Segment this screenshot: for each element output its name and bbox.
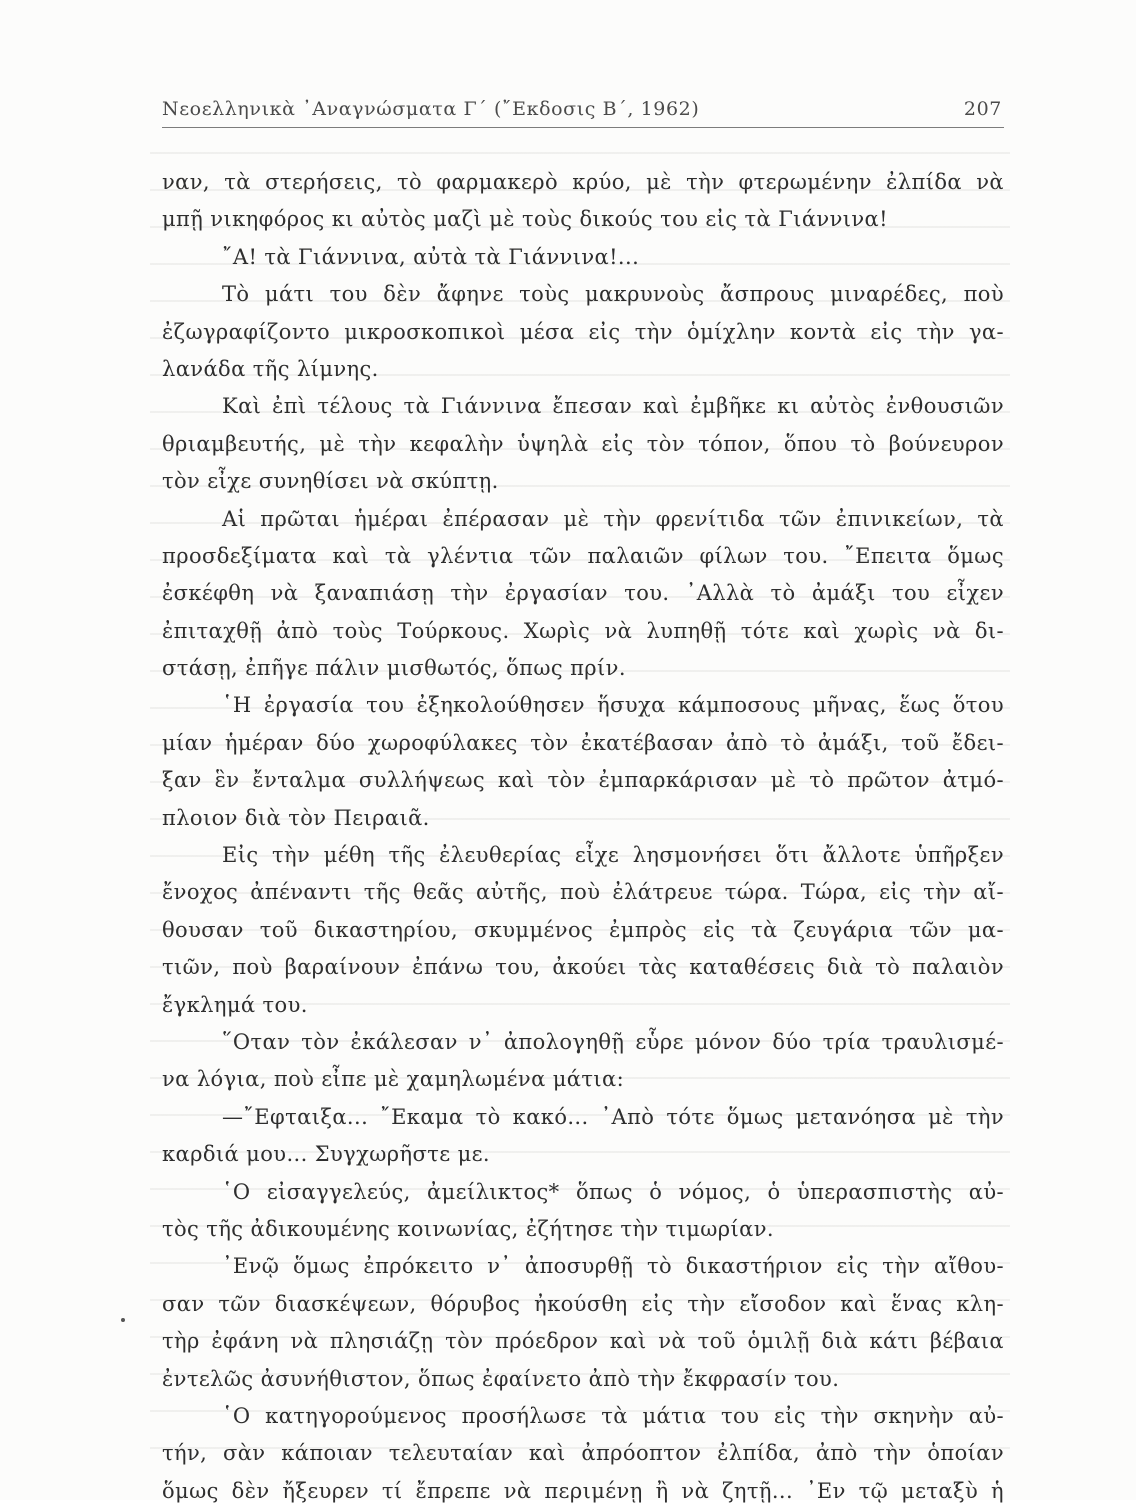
text-line: ἔνοχος ἀπέναντι τῆς θεᾶς αὐτῆς, ποὺ ἐλάτρευε τώρα. Τώρα, εἰς τὴν αἴ- <box>162 880 1004 905</box>
text-line: —῎Εφταιξα... ῎Εκαμα τὸ κακό... ᾿Απὸ τότε ὅμως μετανόησα μὲ τὴν <box>222 1104 1004 1129</box>
text-line: πλοιον διὰ τὸν Πειραιᾶ. <box>162 805 430 830</box>
text-line: ῾Ο εἰσαγγελεύς, ἀμείλικτος* ὅπως ὁ νόμος, ὁ ὑπερασπιστὴς αὐ- <box>222 1179 1004 1204</box>
text-line: ῾Ο κατηγορούμενος προσήλωσε τὰ μάτια του εἰς τὴν σκηνὴν αὐ- <box>222 1403 1004 1428</box>
text-line: Αἱ πρῶται ἡμέραι ἐπέρασαν μὲ τὴν φρενίτιδα τῶν ἐπινικείων, τὰ <box>222 506 1004 531</box>
text-line: Τὸ μάτι του δὲν ἄφηνε τοὺς μακρυνοὺς ἄσπρους μιναρέδες, ποὺ <box>222 282 1004 307</box>
text-line: τὴρ ἐφάνη νὰ πλησιάζῃ τὸν πρόεδρον καὶ νὰ τοῦ ὁμιλῇ διὰ κάτι βέβαια <box>162 1329 1004 1354</box>
text-line: θουσαν τοῦ δικαστηρίου, σκυμμένος ἐμπρὸς εἰς τὰ ζευγάρια τῶν μα- <box>162 917 1004 942</box>
text-line: μίαν ἡμέραν δύο χωροφύλακες τὸν ἐκατέβασαν ἀπὸ τὸ ἀμάξι, τοῦ ἔδει- <box>162 730 1004 755</box>
text-line: τήν, σὰν κάποιαν τελευταίαν καὶ ἀπρόοπτον ἐλπίδα, ἀπὸ τὴν ὁποίαν <box>162 1441 1004 1466</box>
body-text <box>162 164 1004 1510</box>
text-line: ῾Η ἐργασία του ἐξηκολούθησεν ἥσυχα κάμποσους μῆνας, ἕως ὅτου <box>222 693 1004 718</box>
text-line: ναν, τὰ στερήσεις, τὸ φαρμακερὸ κρύο, μὲ τὴν φτερωμένην ἐλπίδα νὰ <box>162 170 1004 194</box>
margin-mark <box>121 1318 125 1322</box>
running-header-title: Νεοελληνικὰ ᾿Αναγνώσματα Γ΄ (῎Εκδοσις Β΄, 1962) <box>162 98 700 120</box>
page-number: 207 <box>963 98 1002 120</box>
text-line: ᾿Ενῷ ὅμως ἐπρόκειτο ν᾿ ἀποσυρθῇ τὸ δικαστήριον εἰς τὴν αἴθου- <box>222 1254 1004 1279</box>
text-line: Καὶ ἐπὶ τέλους τὰ Γιάννινα ἔπεσαν καὶ ἐμβῆκε κι αὐτὸς ἐνθουσιῶν <box>222 394 1004 419</box>
text-line: λανάδα τῆς λίμνης. <box>162 356 379 381</box>
text-line: ἐσκέφθη νὰ ξαναπιάσῃ τὴν ἐργασίαν του. ᾿Αλλὰ τὸ ἀμάξι του εἶχεν <box>162 581 1004 606</box>
text-line: ῞Οταν τὸν ἐκάλεσαν ν᾿ ἀπολογηθῇ εὗρε μόνον δύο τρία τραυλισμέ- <box>222 1029 1004 1054</box>
text-line: ὅμως δὲν ἤξευρεν τί ἔπρεπε νὰ περιμένῃ ἢ νὰ ζητῇ... ᾿Εν τῷ μεταξὺ ἡ <box>162 1478 1004 1503</box>
text-line: καρδιά μου... Συγχωρῆστε με. <box>162 1142 490 1167</box>
text-line: τὸς τῆς ἀδικουμένης κοινωνίας, ἐζήτησε τὴν τιμωρίαν. <box>162 1216 775 1241</box>
text-line: σαν τῶν διασκέψεων, θόρυβος ἠκούσθη εἰς τὴν εἴσοδον καὶ ἕνας κλη- <box>162 1291 1004 1316</box>
text-line: ἔγκλημά του. <box>162 992 308 1017</box>
text-line: ἐντελῶς ἀσυνήθιστον, ὅπως ἐφαίνετο ἀπὸ τὴν ἔκφρασίν του. <box>162 1366 840 1391</box>
running-header <box>162 92 1002 128</box>
text-line: ἐζωγραφίζοντο μικροσκοπικοὶ μέσα εἰς τὴν ὁμίχλην κοντὰ εἰς τὴν γα- <box>162 319 1004 344</box>
text-line: θριαμβευτής, μὲ τὴν κεφαλὴν ὑψηλὰ εἰς τὸν τόπον, ὅπου τὸ βούνευρον <box>162 431 1004 456</box>
text-line: τὸν εἶχε συνηθίσει νὰ σκύπτῃ. <box>162 469 499 494</box>
text-line: ῎Α! τὰ Γιάννινα, αὐτὰ τὰ Γιάννινα!... <box>222 244 640 269</box>
text-line: μπῇ νικηφόρος κι αὐτὸς μαζὶ μὲ τοὺς δικούς του εἰς τὰ Γιάννινα! <box>162 207 888 232</box>
text-line: προσδεξίματα καὶ τὰ γλέντια τῶν παλαιῶν φίλων του. ῎Επειτα ὅμως <box>162 543 1004 568</box>
text-line: ξαν ἓν ἔνταλμα συλλήψεως καὶ τὸν ἐμπαρκάρισαν μὲ τὸ πρῶτον ἀτμό- <box>162 768 1004 793</box>
text-line: Εἰς τὴν μέθη τῆς ἐλευθερίας εἶχε λησμονήσει ὅτι ἄλλοτε ὑπῆρξεν <box>222 843 1004 868</box>
text-line: στάσῃ, ἐπῆγε πάλιν μισθωτός, ὅπως πρίν. <box>162 656 626 681</box>
header-rule <box>162 127 1004 128</box>
text-line: να λόγια, ποὺ εἶπε μὲ χαμηλωμένα μάτια: <box>162 1067 625 1092</box>
text-line: ἐπιταχθῇ ἀπὸ τοὺς Τούρκους. Χωρὶς νὰ λυπηθῇ τότε καὶ χωρὶς νὰ δι- <box>162 618 1004 643</box>
text-line: τιῶν, ποὺ βαραίνουν ἐπάνω του, ἀκούει τὰς καταθέσεις διὰ τὸ παλαιὸν <box>162 955 1004 980</box>
